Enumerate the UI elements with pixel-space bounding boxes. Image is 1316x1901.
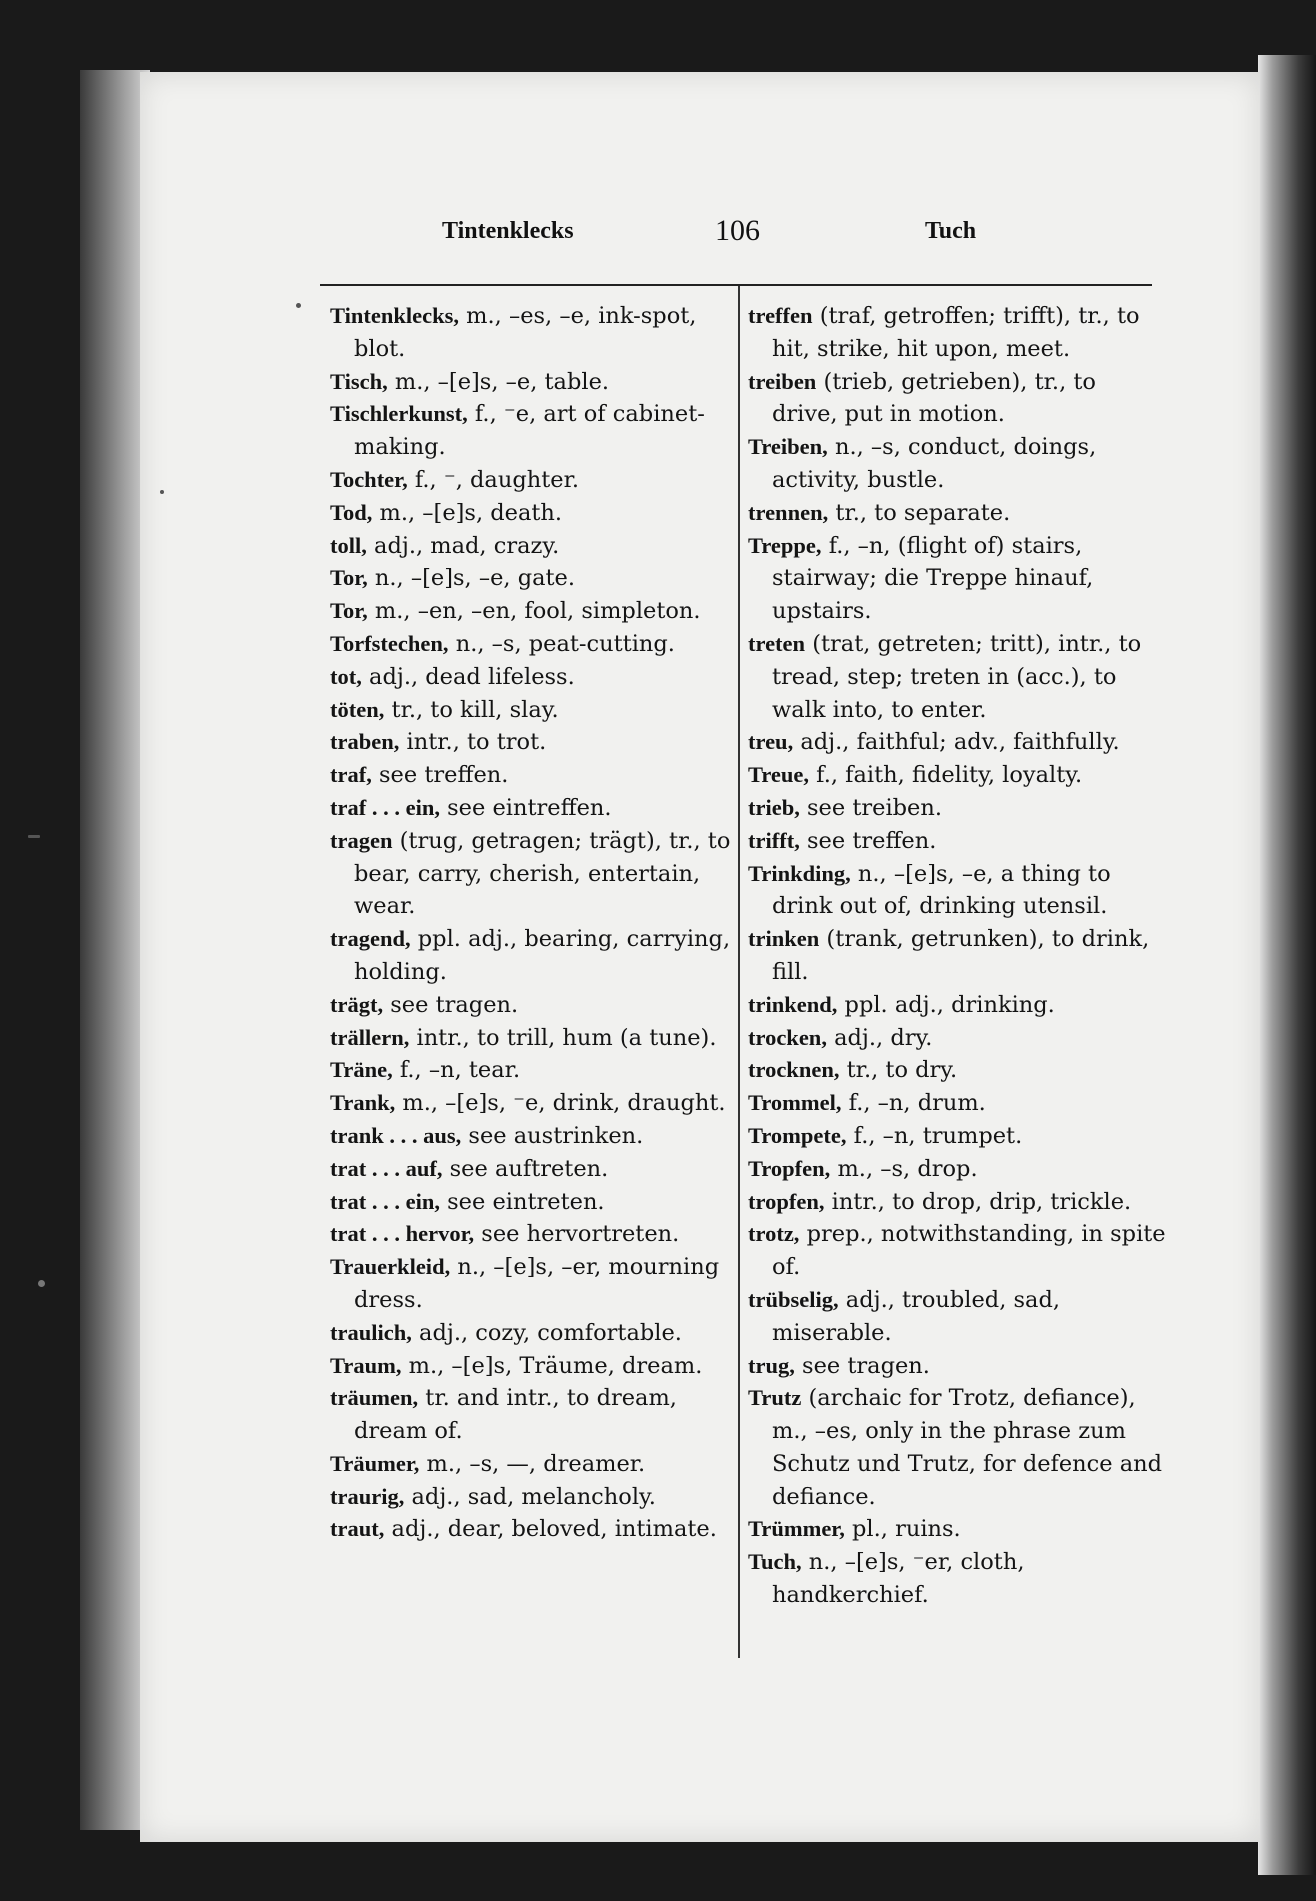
entry-definition: m., –[e]s, –e, table.: [387, 368, 610, 395]
left-column: [330, 300, 738, 1546]
entry-headword: Trompete,: [748, 1122, 847, 1148]
entry-headword: traf,: [330, 762, 372, 788]
dictionary-entry: [330, 1153, 738, 1186]
entry-definition: n., –[e]s, –e, gate.: [367, 565, 576, 592]
dictionary-entry: [748, 1054, 1168, 1087]
entry-definition: tr., to separate.: [828, 499, 1011, 526]
entry-headword: trübselig,: [748, 1286, 839, 1312]
dictionary-entry: [330, 366, 738, 399]
entry-definition: f., ⁻, daughter.: [407, 466, 580, 493]
entry-headword: Treppe,: [748, 532, 822, 558]
dictionary-entry: [330, 1087, 738, 1120]
entry-definition: see eintreten.: [439, 1188, 605, 1215]
entry-headword: töten,: [330, 696, 385, 722]
entry-headword: trennen,: [748, 499, 829, 525]
dictionary-entry: [748, 530, 1168, 628]
entry-definition: (trieb, getrieben), tr., to drive, put in motion.: [772, 368, 1096, 428]
entry-definition: (traf, getroffen; trifft), tr., to hit, strike, hit upon, meet.: [772, 303, 1140, 362]
entry-definition: m., –es, –e, ink-spot, blot.: [354, 303, 697, 362]
dictionary-entry: [748, 792, 1168, 825]
entry-headword: tropfen,: [748, 1188, 825, 1214]
dictionary-entry: [748, 1186, 1168, 1219]
entry-definition: (trug, getragen; trägt), tr., to bear, carry, cherish, entertain, wear.: [354, 827, 731, 920]
book-spine-right-edge: [1258, 55, 1316, 1875]
entry-headword: Torfstechen,: [330, 630, 449, 656]
entry-headword: trotz,: [748, 1221, 800, 1247]
entry-definition: m., –s, drop.: [830, 1155, 978, 1182]
entry-headword: toll,: [330, 532, 367, 558]
dictionary-entry: [748, 497, 1168, 530]
dictionary-entry: [330, 464, 738, 497]
entry-headword: Tod,: [330, 499, 373, 525]
dictionary-entry: [330, 1186, 738, 1219]
entry-headword: treffen: [748, 303, 813, 328]
scan-speck: [296, 303, 301, 308]
entry-definition: pl., ruins.: [844, 1516, 961, 1543]
entry-definition: prep., notwithstanding, in spite of.: [772, 1221, 1166, 1281]
entry-headword: trinken: [748, 926, 820, 952]
entry-headword: Tintenklecks,: [330, 303, 459, 328]
entry-definition: adj., dead lifeless.: [361, 663, 575, 690]
entry-headword: Traum,: [330, 1352, 402, 1378]
entry-headword: Trinkding,: [748, 860, 851, 886]
entry-headword: tragend,: [330, 926, 411, 952]
entry-definition: f., –n, drum.: [841, 1090, 986, 1117]
dictionary-entry: [748, 1284, 1168, 1350]
entry-definition: tr., to dry.: [839, 1057, 958, 1084]
entry-headword: Trümmer,: [748, 1516, 845, 1542]
scan-speck: [38, 1280, 45, 1287]
entry-definition: (archaic for Trotz, defiance), m., –es, only in the phrase zum Schutz und Trutz, for defence and defiance.: [772, 1385, 1163, 1510]
entry-headword: treiben: [748, 368, 817, 394]
entry-definition: intr., to trot.: [399, 729, 547, 756]
dictionary-entry: [748, 1382, 1168, 1513]
entry-definition: adj., troubled, sad, miserable.: [772, 1286, 1061, 1346]
entry-headword: Träne,: [330, 1057, 393, 1083]
entry-definition: adj., sad, melancholy.: [404, 1483, 656, 1510]
entry-definition: tr. and intr., to dream, dream of.: [354, 1385, 677, 1445]
entry-definition: see auftreten.: [442, 1155, 609, 1182]
entry-headword: träumen,: [330, 1385, 419, 1411]
entry-headword: traben,: [330, 729, 400, 755]
entry-headword: trocken,: [748, 1024, 827, 1050]
dictionary-entry: [330, 1317, 738, 1350]
entry-definition: intr., to drop, drip, trickle.: [824, 1188, 1132, 1215]
dictionary-entry: [748, 726, 1168, 759]
entry-headword: Tisch,: [330, 368, 388, 394]
entry-definition: adj., faithful; adv., faithfully.: [793, 729, 1120, 756]
entry-definition: m., –[e]s, death.: [372, 499, 563, 526]
dictionary-entry: [748, 628, 1168, 726]
dictionary-entry: [748, 366, 1168, 432]
entry-definition: m., –[e]s, Träume, dream.: [401, 1352, 703, 1379]
entry-headword: trieb,: [748, 794, 800, 820]
entry-headword: Treiben,: [748, 434, 828, 460]
dictionary-entry: [330, 398, 738, 464]
dictionary-entry: [748, 989, 1168, 1022]
entry-definition: ppl. adj., bearing, carrying, holding.: [354, 926, 731, 985]
dictionary-entry: [330, 694, 738, 727]
dictionary-entry: [748, 431, 1168, 497]
right-column: [748, 300, 1168, 1612]
entry-definition: see treffen.: [799, 827, 937, 854]
entry-headword: trifft,: [748, 827, 800, 853]
entry-headword: Tor,: [330, 598, 368, 624]
entry-headword: trat . . . ein,: [330, 1188, 440, 1214]
entry-definition: adj., dear, beloved, intimate.: [384, 1516, 717, 1543]
dictionary-entry: [330, 825, 738, 923]
dictionary-entry: [330, 530, 738, 563]
dictionary-entry: [330, 595, 738, 628]
entry-headword: trug,: [748, 1352, 795, 1378]
entry-headword: Trommel,: [748, 1090, 842, 1116]
entry-headword: treten: [748, 630, 806, 656]
dictionary-entry: [748, 1022, 1168, 1055]
dictionary-entry: [330, 661, 738, 694]
dictionary-entry: [330, 1218, 738, 1251]
scan-speck: [28, 835, 40, 838]
entry-definition: see tragen.: [794, 1352, 930, 1379]
entry-definition: n., –[e]s, –er, mourning dress.: [354, 1254, 720, 1313]
dictionary-entry: [748, 300, 1168, 366]
entry-headword: trällern,: [330, 1024, 410, 1050]
entry-definition: see austrinken.: [461, 1122, 644, 1149]
running-head: [320, 214, 1160, 258]
dictionary-entry: [330, 1481, 738, 1514]
dictionary-entry: [748, 1513, 1168, 1546]
dictionary-entry: [330, 923, 738, 989]
entry-definition: n., –s, peat-cutting.: [448, 630, 675, 657]
entry-definition: see eintreffen.: [439, 794, 612, 821]
entry-definition: adj., mad, crazy.: [366, 532, 560, 559]
entry-definition: m., –en, –en, fool, simpleton.: [367, 598, 701, 625]
entry-headword: Tor,: [330, 565, 368, 591]
entry-definition: f., –n, tear.: [392, 1057, 521, 1084]
dictionary-entry: [330, 1382, 738, 1448]
entry-definition: adj., dry.: [826, 1024, 933, 1051]
entry-definition: n., –s, conduct, doings, activity, bustle.: [772, 434, 1097, 493]
dictionary-entry: [330, 1251, 738, 1317]
entry-headword: trägt,: [330, 991, 384, 1017]
dictionary-entry: [748, 759, 1168, 792]
entry-definition: f., –n, trumpet.: [846, 1122, 1023, 1149]
dictionary-entry: [748, 1087, 1168, 1120]
dictionary-entry: [748, 1350, 1168, 1383]
entry-headword: trocknen,: [748, 1057, 840, 1083]
header-rule: [320, 284, 1152, 286]
entry-headword: Trutz: [748, 1385, 802, 1411]
entry-headword: Tischlerkunst,: [330, 401, 468, 427]
entry-headword: Trauerkleid,: [330, 1254, 451, 1280]
entry-definition: intr., to trill, hum (a tune).: [409, 1024, 717, 1051]
entry-headword: Treue,: [748, 762, 810, 788]
entry-definition: f., –n, (flight of) stairs, stairway; die Treppe hinauf, upstairs.: [772, 532, 1094, 625]
page-number: 106: [715, 214, 760, 247]
entry-definition: f., faith, fidelity, loyalty.: [809, 762, 1083, 789]
dictionary-entry: [330, 1022, 738, 1055]
dictionary-entry: [330, 1054, 738, 1087]
dictionary-entry: [748, 858, 1168, 924]
dictionary-entry: [330, 1448, 738, 1481]
entry-definition: tr., to kill, slay.: [384, 696, 559, 723]
entry-headword: traf . . . ein,: [330, 794, 440, 820]
guide-word-right: Tuch: [925, 218, 977, 244]
dictionary-entry: [330, 300, 738, 366]
entry-definition: see tragen.: [383, 991, 519, 1018]
dictionary-entry: [330, 726, 738, 759]
entry-definition: n., –[e]s, ⁻er, cloth, handkerchief.: [772, 1549, 1025, 1609]
entry-definition: ppl. adj., drinking.: [837, 991, 1055, 1018]
dictionary-entry: [748, 1218, 1168, 1284]
entry-headword: Trank,: [330, 1090, 396, 1116]
entry-headword: Tochter,: [330, 466, 408, 492]
entry-definition: m., –[e]s, ⁻e, drink, draught.: [395, 1090, 726, 1117]
dictionary-entry: [330, 497, 738, 530]
dictionary-entry: [748, 1153, 1168, 1186]
entry-headword: traut,: [330, 1516, 385, 1542]
entry-headword: trat . . . hervor,: [330, 1221, 475, 1247]
entry-definition: see treiben.: [799, 794, 943, 821]
dictionary-entry: [330, 1513, 738, 1546]
dictionary-entry: [330, 989, 738, 1022]
dictionary-entry: [748, 825, 1168, 858]
entry-definition: see hervortreten.: [474, 1221, 680, 1248]
dictionary-entry: [330, 1120, 738, 1153]
entry-headword: tragen: [330, 827, 393, 853]
dictionary-entry: [748, 1546, 1168, 1612]
scan-speck: [160, 490, 164, 494]
entry-definition: (trank, getrunken), to drink, fill.: [772, 926, 1150, 985]
entry-headword: tot,: [330, 663, 362, 689]
dictionary-entry: [330, 562, 738, 595]
entry-definition: f., ⁻e, art of cabinet-making.: [354, 401, 705, 461]
dictionary-entry: [330, 628, 738, 661]
dictionary-entry: [330, 759, 738, 792]
entry-headword: traulich,: [330, 1319, 412, 1345]
entry-definition: (trat, getreten; tritt), intr., to tread, step; treten in (acc.), to walk into, to enter.: [772, 630, 1142, 723]
entry-definition: m., –s, —, dreamer.: [419, 1450, 646, 1477]
dictionary-entry: [748, 923, 1168, 989]
entry-headword: trinkend,: [748, 991, 838, 1017]
dictionary-entry: [330, 1350, 738, 1383]
column-divider: [738, 286, 740, 1658]
entry-definition: adj., cozy, comfortable.: [411, 1319, 682, 1346]
dictionary-entry: [330, 792, 738, 825]
entry-headword: Tuch,: [748, 1549, 802, 1575]
entry-headword: trat . . . auf,: [330, 1155, 443, 1181]
entry-definition: n., –[e]s, –e, a thing to drink out of, drinking utensil.: [772, 860, 1111, 920]
dictionary-entry: [748, 1120, 1168, 1153]
entry-definition: see treffen.: [371, 762, 509, 789]
entry-headword: Tropfen,: [748, 1155, 831, 1181]
entry-headword: Träumer,: [330, 1450, 420, 1476]
guide-word-left: Tintenklecks: [442, 218, 574, 244]
entry-headword: traurig,: [330, 1483, 405, 1509]
entry-headword: treu,: [748, 729, 794, 755]
entry-headword: trank . . . aus,: [330, 1122, 462, 1148]
